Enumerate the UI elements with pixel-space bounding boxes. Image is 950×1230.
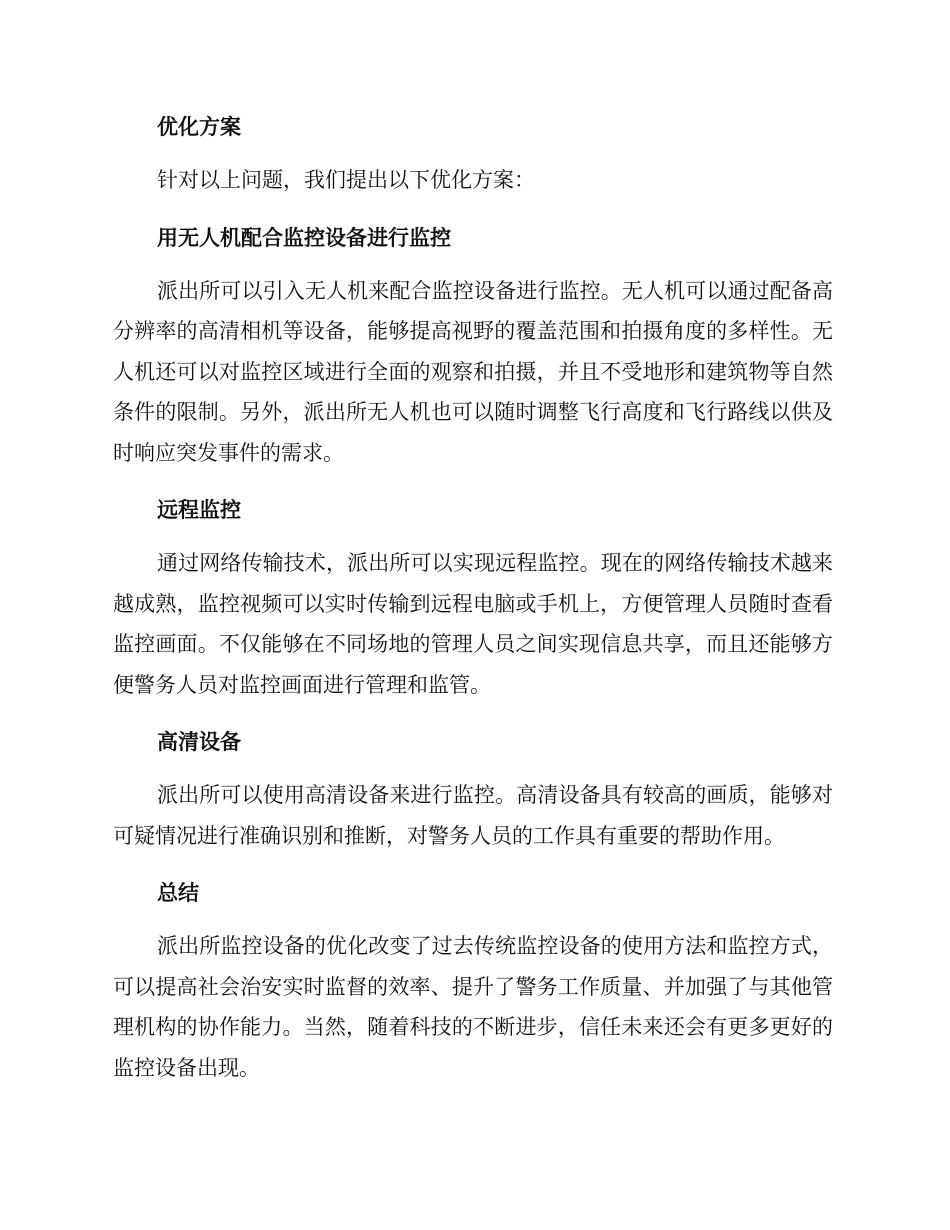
section-heading-hd-equipment: 高清设备 (157, 730, 241, 754)
spacer (113, 201, 833, 217)
spacer (113, 763, 833, 775)
section-heading-summary: 总结 (157, 881, 199, 905)
spacer (113, 531, 833, 543)
section-heading-optimization-plan: 优化方案 (157, 115, 241, 139)
paragraph-hd-equipment: 派出所可以使用高清设备来进行监控。高清设备具有较高的画质，能够对可疑情况进行准确识别和推断，对警务人员的工作具有重要的帮助作用。 (113, 783, 833, 848)
paragraph-remote-monitoring: 通过网络传输技术，派出所可以实现远程监控。现在的网络传输技术越来越成熟，监控视频可以实时传输到远程电脑或手机上，方便管理人员随时查看监控画面。不仅能够在不同场地的管理人员之间实现信息共享，而且还能够方便警务人员对监控画面进行管理和监管。 (113, 551, 833, 697)
document-body (113, 106, 833, 1088)
paragraph-summary: 派出所监控设备的优化改变了过去传统监控设备的使用方法和监控方式，可以提高社会治安实时监督的效率、提升了警务工作质量、并加强了与其他管理机构的协作能力。当然，随着科技的不断进步，信任未来还会有更多更好的监控设备出现。 (113, 934, 833, 1080)
spacer (113, 259, 833, 271)
section-heading-drone-monitoring: 用无人机配合监控设备进行监控 (157, 225, 451, 250)
spacer (113, 473, 833, 489)
paragraph-intro: 针对以上问题，我们提出以下优化方案： (157, 168, 535, 192)
spacer (113, 705, 833, 721)
spacer (113, 856, 833, 872)
spacer (113, 148, 833, 160)
paragraph-drone-monitoring: 派出所可以引入无人机来配合监控设备进行监控。无人机可以通过配备高分辨率的高清相机等设备，能够提高视野的覆盖范围和拍摄角度的多样性。无人机还可以对监控区域进行全面的观察和拍摄，并且不受地形和建筑物等自然条件的限制。另外，派出所无人机也可以随时调整飞行高度和飞行路线以供及时响应突发事件的需求。 (113, 278, 833, 465)
section-heading-remote-monitoring: 远程监控 (157, 498, 241, 522)
spacer (113, 914, 833, 926)
